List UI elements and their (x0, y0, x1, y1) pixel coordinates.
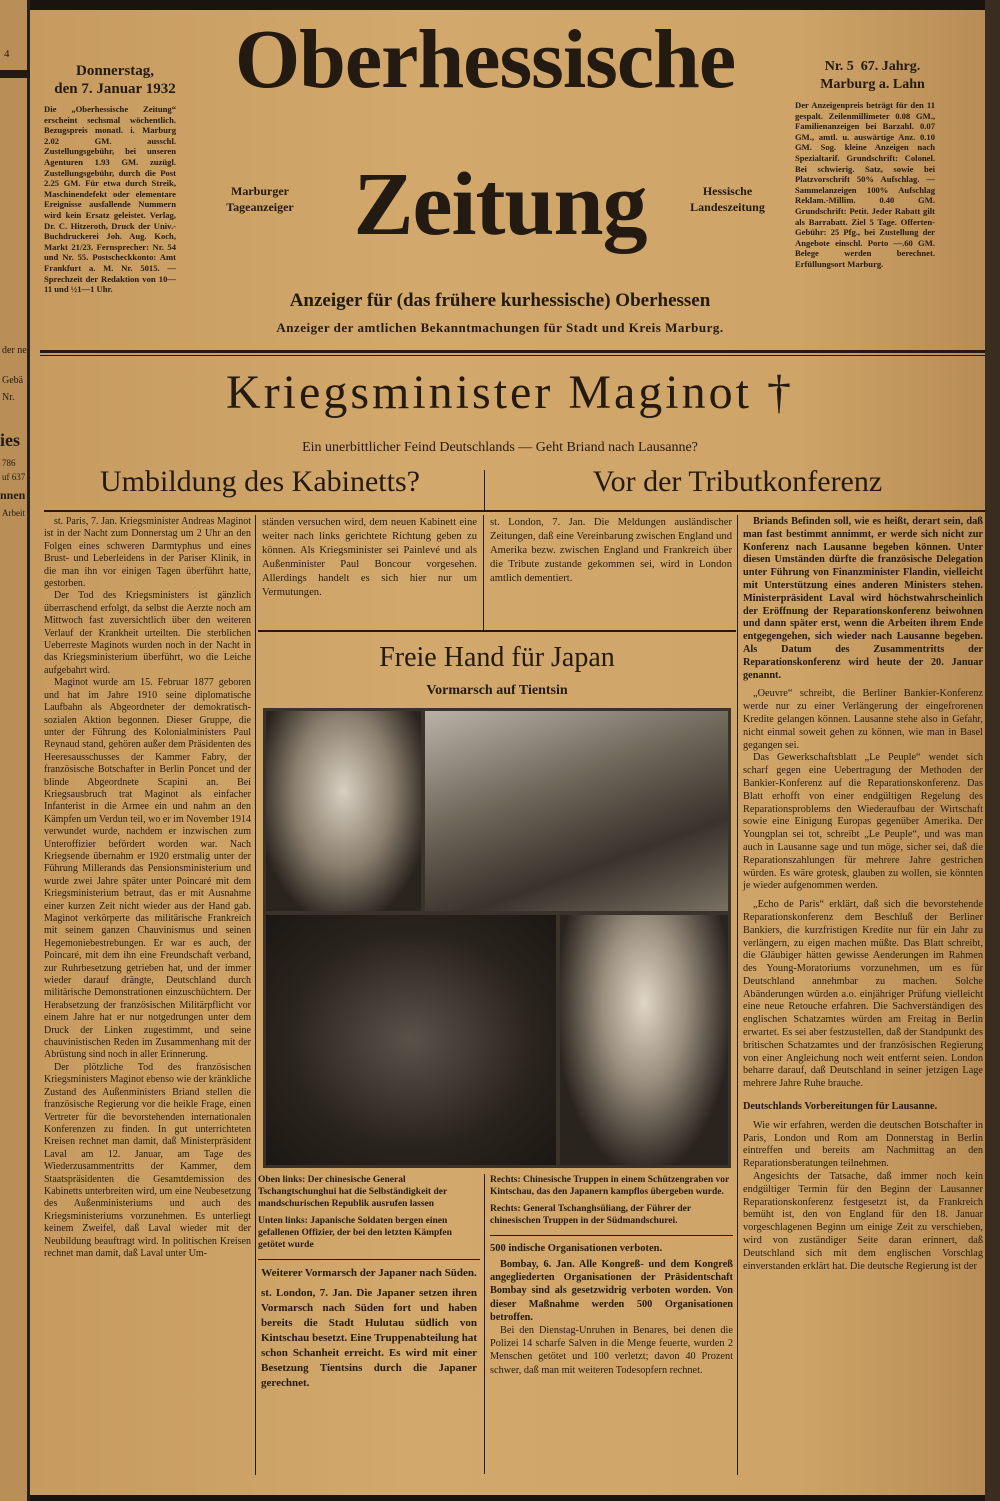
divider (258, 1259, 480, 1260)
caption-label: Rechts: (490, 1204, 521, 1214)
page-fragment: uf 637 (2, 472, 26, 482)
paragraph: Maginot wurde am 15. Februar 1877 geboren und hat im Jahre 1910 seine diplomatische Laufbahn als Abgeordneter der demokratisch-sozialen Aktion begonnen. Dieser Gruppe, die unter der Führung des Kolonialministers Paul Reynaud stand, gehören außer dem Präsidenten des Heeresausschusses der Kammer Fabry, der französische Botschafter in Berlin Poncet und der blinde Abgeordnete Scapini an. Bei Kriegsausbruch trat Maginot als einfacher Infanterist in die Armee ein und nahm an den Kämpfen um Verdun teil, wo er im November 1914 verwundet wurde, nachdem er inzwischen zum Unteroffizier befördert worden war. Nach Kriegsende übernahm er 1920 erstmalig unter der Führung Millerands das Pensionsministerium und wurde zwei Jahre später unter Poincaré mit dem Kriegsministerium betraut, das er mit Ausnahme einer kurzen Zeit nicht wieder aus der Hand gab. Maginot verkörperte das militärische Frankreich mit seinem ganzen Chauvinismus und seinen Hegemoniebestrebungen. Er war es auch, der Poincaré, mit dem ihn eine Freundschaft verband, zur Ruhrbesetzung getrieben hat, und der immer wieder darauf drängte, Deutschland durch militärische Demonstrationen einzuschüchtern. Der Herabsetzung der französischen Militärpflicht vor einem Jahre hat er nur notgedrungen unter dem Druck der Linken zugestimmt, und seine chauvinistischen Reden im Zusammenhang mit der Abrüstung sind noch in aller Erinnerung. (44, 677, 251, 1061)
caption-label: Rechts: (490, 1175, 521, 1185)
paragraph: Briands Befinden soll, wie es heißt, derart sein, daß man fast bestimmt annimmt, er werde sich nicht zur Konferenz nach Lausanne begeben können. Unter diesen Umständen dürfte die französische Delegation unter Führung von Finanzminister Flandin, vielleicht mit Unterstützung eines anderen Ministers stehen. Ministerpräsident Laval wird höchstwahrscheinlich der Eröffnung der Reparationskonferenz beiwohnen und dann später erst, wenn die Arbeiten ihrem Ende entgegengehen, sich wieder nach Lausanne begeben. Als Datum des Zusammentritts der Reparationskonferenz wird heute der 20. Januar genannt. (743, 516, 983, 681)
paragraph: st. Paris, 7. Jan. Kriegsminister Andreas Maginot ist in der Nacht zum Donnerstag um 2 Uhr an den Folgen eines schweren Darmtyphus und eines Brust- und Leberleidens in der Pariser Klinik, in die man ihn vor einigen Tagen überführt hatte, gestorben. (44, 516, 251, 590)
scan-edge (985, 0, 1000, 1501)
japan-title: Freie Hand für Japan (379, 642, 615, 673)
divider (490, 1235, 733, 1236)
divider (483, 515, 484, 630)
masthead-title-line2: Zeitung (353, 155, 647, 254)
paragraph: Der plötzliche Tod des französischen Kriegsministers Maginot ebenso wie der kränkliche Zustand des Außenministers Briand stellen die französische Regierung vor die heikle Frage, einen Vertreter für die bevorstehenden internationalen Konferenzen zu finden. In gut unterrichteten Kreisen rechnet man damit, daß Ministerpräsident Laval am 12. Januar, am Tage des Wiederzusammentritts der Kammer, dem Staatspräsidenten die Gesamtdemission des Kabinetts unterbreiten wird, um eine Neubesetzung des Außenministeriums und auch des Kriegsministeriums vorzunehmen. Es unterliegt keinem Zweifel, daß Laval wieder mit der Neubildung beauftragt wird. In politischen Kreisen rechnet man damit, daß Laval unter Um- (44, 1061, 251, 1259)
divider (484, 1174, 485, 1474)
page-fragment: 786 (2, 458, 16, 468)
paragraph: Bei den Dienstag-Unruhen in Benares, bei denen die Polizei 14 scharfe Salven in die Menge feuerte, wurden 2 Menschen getötet und 100 verletzt; davon 40 Prozent schwer, daß man mit weiteren Todesopfern rechnet. (490, 1325, 733, 1376)
left-article-title: Umbildung des Kabinetts? (100, 465, 420, 498)
issue-number: Nr. 5 (824, 59, 854, 74)
subscription-info: Die „Oberhessische Zeitung“ erscheint sechsmal wöchentlich. Bezugspreis monatl. i. Marburg 2.02 GM. ausschl. Zustellungsgebühr, bei unseren Agenturen 1.93 GM. zuzügl. Zustellungsgebühr, durch die Post 2.25 GM. Für etwa durch Streik, Maschinendefekt oder elementare Ereignisse ausfallende Nummern wird kein Ersatz geleistet. Verlag, Dr. C. Hitzeroth, Druck der Univ.-Buchdruckerei Joh. Aug. Koch, Markt 21/23. Fernsprecher: Nr. 54 und Nr. 55. Postscheckkonto: Amt Frankfurt a. M. Nr. 5015. — Sprechzeit der Redaktion von 10—11 und ½1—1 Uhr. (44, 104, 176, 295)
right-article-body (743, 516, 983, 1273)
divider (255, 515, 256, 1475)
caption-right-1 (490, 1174, 733, 1198)
caption-bottom-left (258, 1215, 480, 1251)
page-fragment: Gebä (2, 375, 24, 386)
photo-collage (263, 708, 731, 1168)
issue-date (50, 62, 180, 98)
right-article-title: Vor der Tributkonferenz (592, 465, 883, 498)
divider (484, 470, 485, 510)
caption-right-2 (490, 1203, 733, 1227)
masthead-right-sub: Hessische Landeszeitung (690, 184, 765, 214)
publication-place: Marburg a. Lahn (820, 77, 925, 92)
subsection-title: Deutschlands Vorbereitungen für Lausanne. (743, 1101, 938, 1113)
paragraph: Bombay, 6. Jan. Alle Kongreß- und dem Kongreß angegliederten Organisationen der Präsidentschaft Bombay sind als gesetzwidrig verboten worden. Von dieser Maßnahme werden 500 Organisationen betroffen. (490, 1259, 733, 1323)
caption-text: Chinesische Truppen in einem Schützengraben vor Kintschau, das den Japanern kampflos übergeben wurde. (490, 1175, 730, 1197)
left-article-continuation: ständen versuchen wird, dem neuen Kabinett eine weiter nach links gerichtete Richtung geben zu können. Als Kriegsminister sei Painlevé und als Außenminister Paul Boncour vorgesehen. Allerdings handelt es sich hier nur um Vermutungen. (262, 517, 477, 598)
main-headline: Kriegsminister Maginot † (226, 366, 794, 419)
adjacent-page-edge (0, 0, 30, 1501)
tagline-primary: Anzeiger für (das frühere kurhessische) Oberhessen (289, 290, 711, 311)
masthead-left-sub: Marburger Tageanzeiger (226, 184, 294, 214)
divider (0, 70, 30, 78)
right-article-lead: st. London, 7. Jan. Die Meldungen ausländischer Zeitungen, daß eine Vereinbarung zwischen England und Amerika bezw. zwischen England und Frankreich über die Tribute zustande gekommen sei, wird in London amtlich dementiert. (490, 517, 732, 584)
page-fragment: Arbeit (2, 508, 25, 518)
masthead-title-line1: Oberhessische (234, 13, 736, 106)
caption-label: Oben links: (258, 1175, 306, 1185)
article-advance-body: st. London, 7. Jan. Die Japaner setzen ihren Vormarsch nach Süden fort und haben bereits die Stadt Hulutau südlich von Kintschau besetzt. Eine Truppenabteilung hat schon Schanheit erreicht. Es wird mit einer Besetzung Tientsins durch die Japaner gerechnet. (261, 1287, 477, 1389)
tagline-secondary: Anzeiger der amtlichen Bekanntmachungen für Stadt und Kreis Marburg. (276, 320, 724, 335)
divider (44, 510, 985, 512)
paragraph: Der Tod des Kriegsministers ist gänzlich überraschend erfolgt, da selbst die Aerzte noch am Mittwoch fast zuversichtlich über den weiteren Verlauf der Krankheit urteilten. Die sterblichen Ueberreste Maginots wurden noch in der Nacht in das Kriegsministerium überführt, wo die Leiche aufgebahrt wird. (44, 590, 251, 676)
japan-subtitle: Vormarsch auf Tientsin (426, 683, 568, 698)
photo-general-portrait (266, 711, 421, 911)
article-advance-title: Weiterer Vormarsch der Japaner nach Süden. (261, 1267, 477, 1279)
divider (737, 515, 738, 1475)
photo-general-tschanghsueliang (560, 915, 728, 1165)
page-fragment: nnen (0, 488, 26, 502)
photo-soldiers (266, 915, 556, 1165)
left-article-body (44, 516, 251, 1260)
page-fragment: 4 (4, 48, 10, 60)
issue-info (795, 58, 950, 94)
japan-right-bottom-column (490, 1174, 733, 1377)
page-fragment: Nr. (2, 392, 15, 403)
photo-trench-troops (425, 711, 728, 911)
page-fragment: ies (0, 430, 20, 450)
caption-top-left (258, 1174, 480, 1210)
date-text: den 7. Januar 1932 (54, 81, 176, 97)
masthead-rule (40, 350, 985, 353)
divider (40, 355, 985, 356)
article-india-title: 500 indische Organisationen verboten. (490, 1243, 663, 1254)
caption-text: Japanische Soldaten bergen einen gefallenen Offizier, der bei den letzten Kämpfen getötet wurde (258, 1216, 452, 1250)
article-india-body (490, 1258, 733, 1377)
paragraph: „Echo de Paris“ erklärt, daß sich die bevorstehende Reparationskonferenz dem Beschluß der Berliner Bankiers, die kurzfristigen Kredite nur für ein Jahr zu verlängern, zu eigen machen müßte. Das Blatt schreibt, die Gläubiger hätten gewisse Aenderungen im Rahmen des Young-Moratoriums vorzunehmen, um es für Deutschland annehmbar zu machen. Solche Abänderungen würden a.o. einjähriger Prüfung vielleicht eine neue Retouche erfahren. Die Sachverständigen des englischen Schatzamtes würden am Freitag in Berlin erwartet. Es sei aber festzustellen, daß der Standpunkt des britischen Schatzamtes und der französischen Regierung von einer Angleichung noch weit entfernt seien. London beharre darauf, daß Deutschland in seiner jetzigen Lage mehrere Jahre Ruhe brauche. (743, 899, 983, 1090)
date-day: Donnerstag, (76, 63, 154, 79)
paragraph: Angesichts der Tatsache, daß immer noch kein endgültiger Termin für den Beginn der Lausanner Reparationskonferenz festgesetzt ist, da Frankreich bemüht ist, den von England für den 18. Januar vorgeschlagenen Beginn um einige Zeit zu verschieben, wird von zuständiger Seite daran erinnert, daß Deutschland sich mit dem englischen Vorschlag einverstanden erklärt hat. Die deutsche Regierung ist der (743, 1171, 983, 1272)
caption-text: Der chinesische General Tschangtschunghui hat die Selbständigkeit der mandschurischen Republik ausrufen lassen (258, 1175, 448, 1209)
advertising-rates: Der Anzeigenpreis beträgt für den 11 gespalt. Zeilenmillimeter 0.08 GM., Familienanzeigen bei Barzahl. 0.07 GM., amtl. u. auswärtige Anz. 0.10 GM. Sog. kleine Anzeigen nach Spezialtarif. Grundschrift: Colonel. Bei schwierig. Satz, sowie bei Platzvorschrift 50% Aufschlag. — Sammelanzeigen 100% Aufschlag Reklam.-Millim. 0.40 GM. Grundschrift: Petit. Jeder Rabatt gilt als Barrabatt. Ziel 5 Tage. Offerten-Gebühr: 25 Pfg., bei Zustellung der Angebote einschl. Porto —.60 GM. Belege werden berechnet. Erfüllungsort Marburg. (795, 100, 935, 269)
paragraph: „Oeuvre“ schreibt, die Berliner Bankier-Konferenz werde nur zu einer Verlängerung der eingefrorenen Kredite gelangen können. Lausanne stehe also in Gefahr, nicht einmal soweit gehen zu können, wie man in Basel gegangen sei. (743, 688, 983, 751)
japan-left-bottom-column (258, 1174, 480, 1391)
paragraph: Wie wir erfahren, werden die deutschen Botschafter in Paris, London und Rom am Donnerstag in Berlin eintreffen und bereits am Nachmittag an den Reparationsberatungen teilnehmen. (743, 1119, 983, 1170)
caption-text: General Tschanghsüliang, der Führer der chinesischen Truppen in der Südmandschurei. (490, 1204, 691, 1226)
paragraph: Das Gewerkschaftsblatt „Le Peuple“ wendet sich scharf gegen eine Uebertragung der Methoden der Bankier-Konferenz auf die Reparationskonferenz. Das Blatt erhofft von einer endgültigen Regelung des Reparationsproblems den Wiederaufbau der Wirtschaft sowie eine Einigung Europas gegenüber Amerika. Der Youngplan sei tot, schreibt „Le Peuple“, und was man auch in Lausanne sage und tun möge, sicher sei, daß die Reparationszahlungen für mehrere Jahre gestrichen würden. Es wäre grotesk, glauben zu wollen, sie könnten je wieder aufgenommen werden. (743, 752, 983, 892)
volume-year: 67. Jahrg. (860, 59, 921, 74)
page-fragment: der ne (2, 345, 27, 356)
subheadline: Ein unerbittlicher Feind Deutschlands — Geht Briand nach Lausanne? (302, 440, 698, 455)
divider (258, 630, 736, 632)
caption-label: Unten links: (258, 1216, 308, 1226)
